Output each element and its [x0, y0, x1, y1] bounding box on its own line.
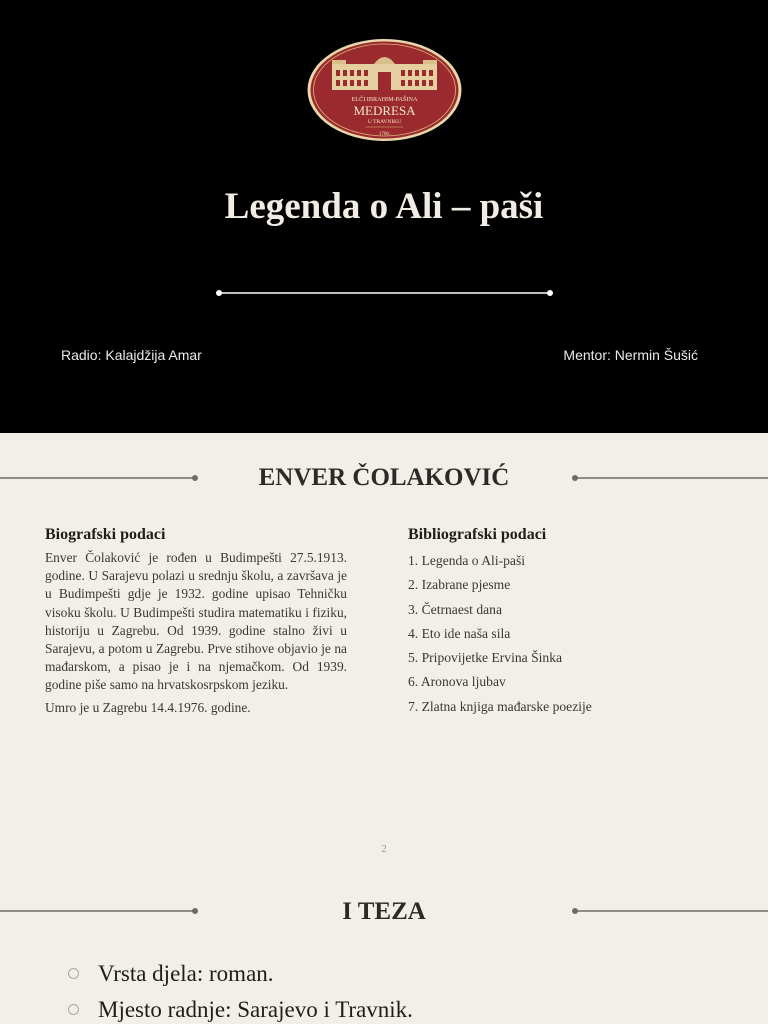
presentation-title: Legenda o Ali – paši [224, 186, 544, 227]
title-divider [216, 290, 553, 296]
divider-dot-right [547, 290, 553, 296]
list-item: 2. Izabrane pjesme [408, 577, 511, 593]
list-item-text: Vrsta djela: roman. [98, 961, 274, 986]
bibliography-list [408, 549, 708, 719]
bullet-circle-icon [68, 1004, 79, 1015]
thesis-slide [0, 873, 768, 1024]
list-item: 6. Aronova ljubav [408, 674, 506, 690]
biography-slide [0, 433, 768, 873]
biography-paragraph: Umro je u Zagrebu 14.4.1976. godine. [45, 699, 251, 715]
list-item [68, 956, 413, 992]
biography-title: Biografski podaci [45, 526, 166, 543]
svg-text:ELČI IBRAHIM-PAŠINA: ELČI IBRAHIM-PAŠINA [351, 96, 418, 103]
slide-heading: I TEZA [342, 898, 426, 925]
mentor-label: Mentor: Nermin Šušić [563, 347, 698, 363]
biography-paragraph: Enver Čolaković je rođen u Budimpešti 27.5.1913. godine. U Sarajevu polazi u srednju školu, a završava je u Budimpešti gdje je 1932. godine upisao Tehničku visoku školu. U Budimpešti studira matematiku i fiziku, historiju u Zagrebu. Od 1939. godine stalno živi u Sarajevu, a potom u Zagrebu. Prve stihove objavio je na mađarskom, a pisao je i na njemačkom. Od 1939. godine piše samo na hrvatskosrpskom jeziku. [45, 550, 347, 693]
bibliography-column [408, 526, 708, 719]
page-number: 2 [381, 843, 387, 855]
list-item-text: Mjesto radnje: Sarajevo i Travnik. [98, 997, 413, 1022]
list-item [68, 992, 413, 1024]
divider-dot-left [216, 290, 222, 296]
list-item: 3. Četrnaest dana [408, 601, 502, 617]
svg-text:U TRAVNIKU: U TRAVNIKU [367, 119, 402, 125]
list-item: 4. Eto ide naša sila [408, 625, 511, 641]
medresa-logo [306, 38, 463, 142]
svg-text:MEDRESA: MEDRESA [353, 103, 416, 118]
svg-text:1706.: 1706. [378, 132, 391, 137]
biography-column [45, 526, 347, 721]
slide-heading: ENVER ČOLAKOVIĆ [258, 464, 510, 491]
list-item: 1. Legenda o Ali-paši [408, 553, 526, 568]
author-label: Radio: Kalajdžija Amar [61, 347, 202, 363]
list-item: 5. Pripovijetke Ervina Šinka [408, 650, 563, 666]
thesis-list [68, 956, 413, 1024]
list-item: 7. Zlatna knjiga mađarske poezije [408, 698, 592, 714]
bullet-circle-icon [68, 968, 79, 979]
title-slide [0, 0, 768, 433]
bibliography-title: Bibliografski podaci [408, 526, 547, 543]
